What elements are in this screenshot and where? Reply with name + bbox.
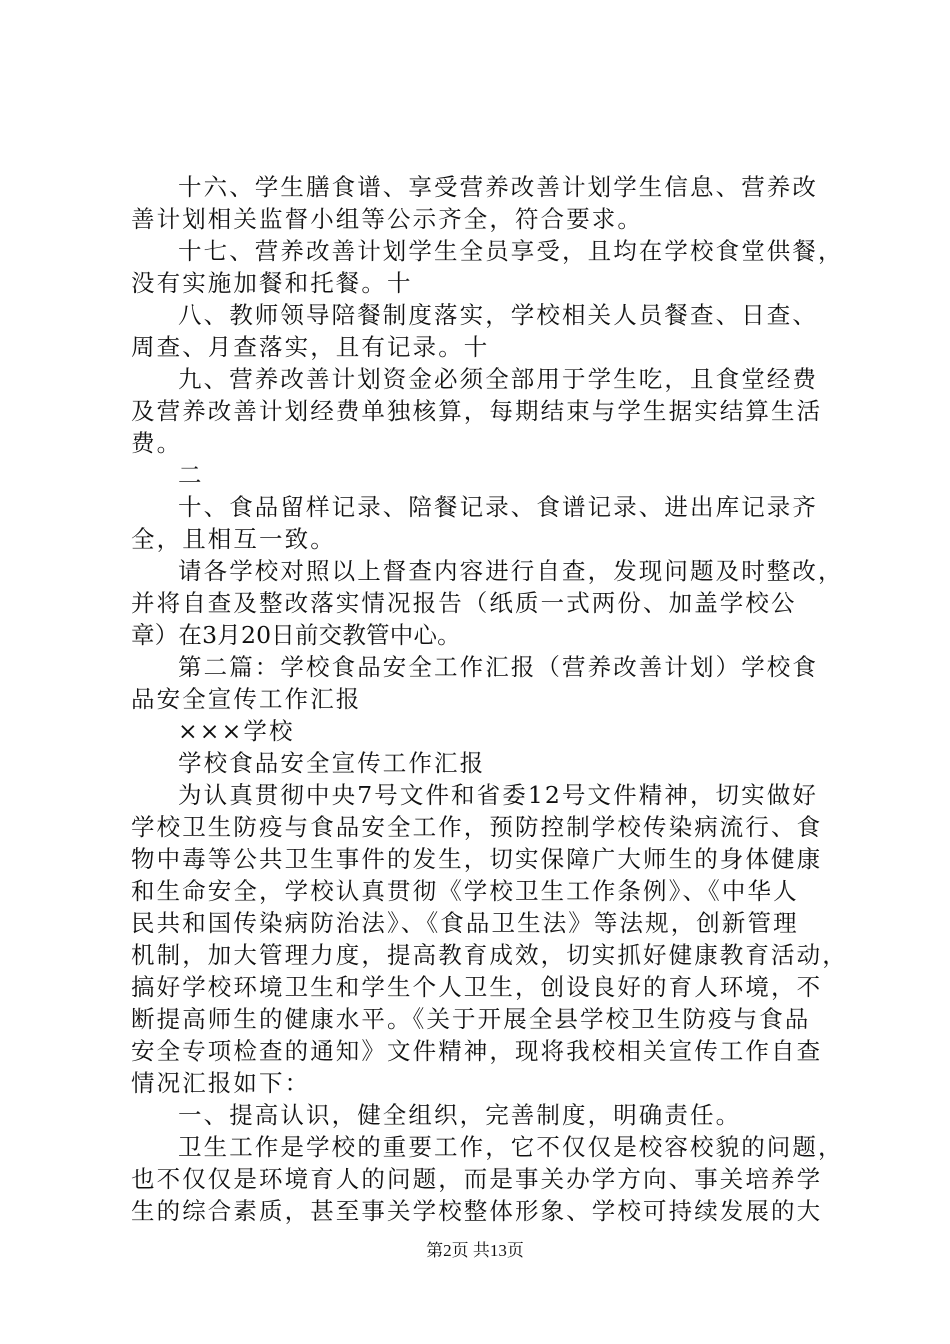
paragraph-line: 十、食品留样记录、陪餐记录、食谱记录、进出库记录齐 [178, 493, 818, 521]
section-heading: 品安全宣传工作汇报 [131, 685, 362, 713]
school-name: ×××学校 [178, 717, 295, 745]
paragraph-line: 没有实施加餐和托餐。十 [131, 269, 413, 297]
paragraph-line: 为认真贯彻中央7号文件和省委12号文件精神，切实做好 [178, 781, 818, 809]
paragraph-line: 善计划相关监督小组等公示齐全，符合要求。 [131, 205, 643, 233]
paragraph-line: 卫生工作是学校的重要工作，它不仅仅是校容校貌的问题， [178, 1133, 844, 1161]
paragraph-line: 费。 [131, 429, 183, 457]
paragraph-line: 和生命安全，学校认真贯彻《学校卫生工作条例》、《中华人 [131, 877, 799, 905]
page-number-footer: 第2页 共13页 [426, 1241, 524, 1260]
paragraph-line: 机制，加大管理力度，提高教育成效，切实抓好健康教育活动， [131, 941, 848, 969]
paragraph-line: 物中毒等公共卫生事件的发生，切实保障广大师生的身体健康 [131, 845, 823, 873]
paragraph-line: 请各学校对照以上督查内容进行自查，发现问题及时整改， [178, 557, 844, 585]
paragraph-line: 断提高师生的健康水平。《关于开展全县学校卫生防疫与食品 [131, 1005, 811, 1033]
paragraph-line: 十七、营养改善计划学生全员享受，且均在学校食堂供餐， [178, 237, 844, 265]
paragraph-line: 民共和国传染病防治法》、《食品卫生法》等法规，创新管理 [131, 909, 799, 937]
paragraph-line: 二 [178, 461, 204, 489]
paragraph-line: 搞好学校环境卫生和学生个人卫生，创设良好的育人环境，不 [131, 973, 823, 1001]
section-heading: 第二篇：学校食品安全工作汇报（营养改善计划）学校食 [178, 653, 818, 681]
paragraph-line: 周查、月查落实，且有记录。十 [131, 333, 490, 361]
paragraph-line: 八、教师领导陪餐制度落实，学校相关人员餐查、日查、 [178, 301, 818, 329]
paragraph-line: 也不仅仅是环境育人的问题，而是事关办学方向、事关培养学 [131, 1165, 823, 1193]
paragraph-line: 学校卫生防疫与食品安全工作，预防控制学校传染病流行、食 [131, 813, 823, 841]
paragraph-line: 安全专项检查的通知》文件精神，现将我校相关宣传工作自查 [131, 1037, 823, 1065]
paragraph-line: 及营养改善计划经费单独核算，每期结束与学生据实结算生活 [131, 397, 823, 425]
paragraph-line: 章）在3月20日前交教管中心。 [131, 621, 461, 649]
paragraph-line: 情况汇报如下： [131, 1069, 311, 1097]
paragraph-line: 并将自查及整改落实情况报告（纸质一式两份、加盖学校公 [131, 589, 797, 617]
paragraph-line: 十六、学生膳食谱、享受营养改善计划学生信息、营养改 [178, 173, 818, 201]
paragraph-line: 九、营养改善计划资金必须全部用于学生吃，且食堂经费 [178, 365, 818, 393]
paragraph-line: 生的综合素质，甚至事关学校整体形象、学校可持续发展的大 [131, 1197, 823, 1225]
report-title: 学校食品安全宣传工作汇报 [178, 749, 486, 777]
subsection-heading: 一、提高认识，健全组织，完善制度，明确责任。 [178, 1101, 742, 1129]
document-body [131, 171, 848, 1227]
paragraph-line: 全，且相互一致。 [131, 525, 336, 553]
